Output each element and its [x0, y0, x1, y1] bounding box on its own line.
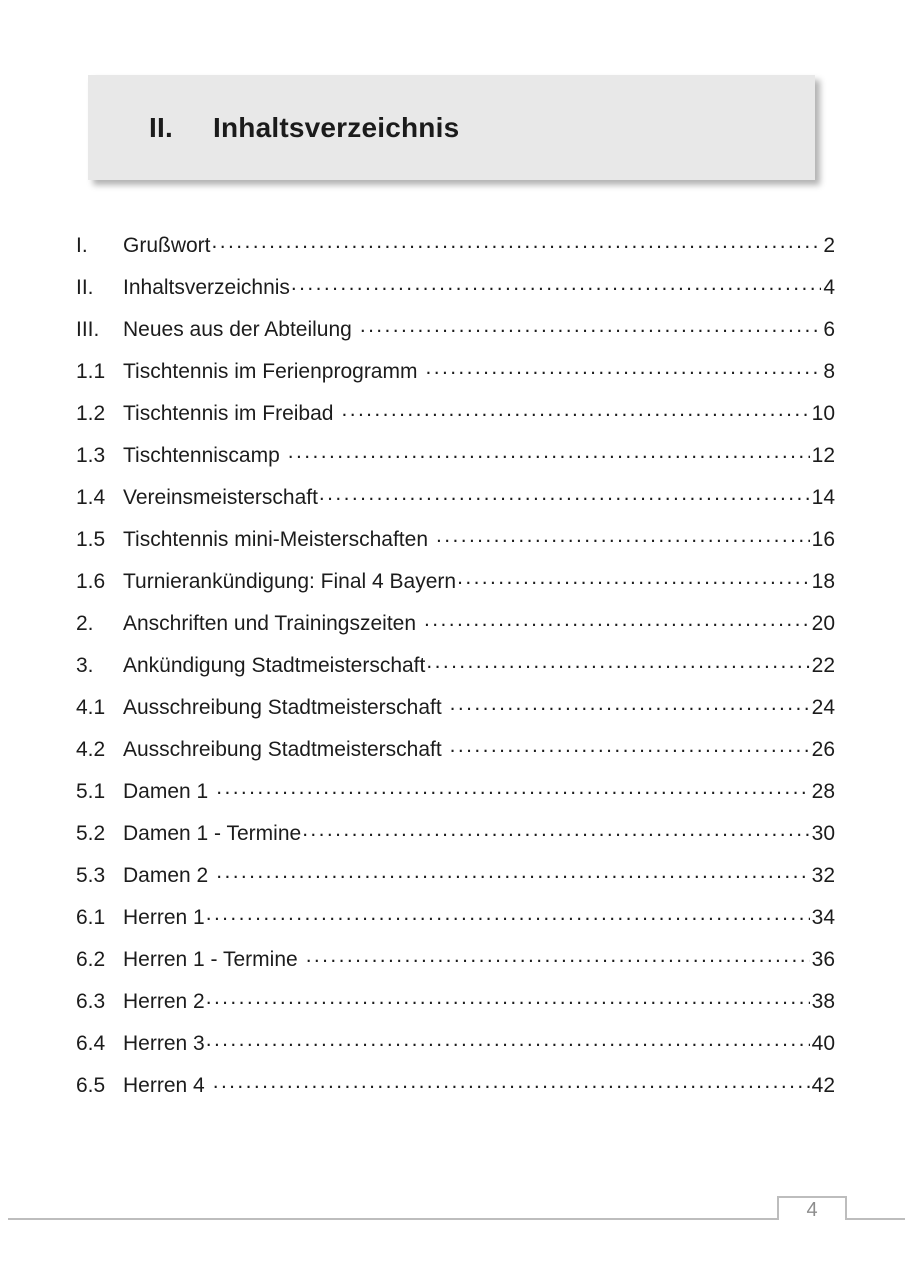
toc-dot-leader [457, 567, 810, 588]
toc-entry-page: 34 [811, 906, 835, 929]
toc-entry-label: Herren 1 - Termine [123, 948, 298, 971]
footer-rule-right [847, 1218, 905, 1220]
toc-entry[interactable] [76, 903, 835, 945]
toc-entry[interactable] [76, 357, 835, 399]
toc-entry-label: Herren 3 [123, 1032, 205, 1055]
toc-entry[interactable] [76, 273, 835, 315]
toc-entry-label: Neues aus der Abteilung [123, 318, 352, 341]
toc-dot-leader [360, 315, 821, 336]
toc-entry-page: 22 [811, 654, 835, 677]
toc-entry-page: 4 [823, 276, 835, 299]
toc-entry-label: Ankündigung Stadtmeisterschaft [123, 654, 426, 677]
toc-entry-page: 16 [811, 528, 835, 551]
toc-entry-label: Grußwort [123, 234, 211, 257]
toc-entry[interactable] [76, 735, 835, 777]
toc-entry-page: 24 [811, 696, 835, 719]
toc-entry-label: Herren 1 [123, 906, 205, 929]
toc-entry[interactable] [76, 1029, 835, 1071]
toc-entry-number: 6.3 [76, 990, 106, 1013]
toc-entry-number: 6.5 [76, 1074, 106, 1097]
toc-entry-number: 5.2 [76, 822, 106, 845]
toc-entry-page: 36 [811, 948, 835, 971]
section-number: II. [149, 111, 173, 143]
toc-entry-number: 1.2 [76, 402, 106, 425]
toc-dot-leader [213, 1071, 810, 1092]
toc-entry-page: 26 [811, 738, 835, 761]
toc-entry[interactable] [76, 483, 835, 525]
page-number: 4 [806, 1199, 818, 1221]
toc-entry[interactable] [76, 861, 835, 903]
toc-dot-leader [216, 861, 809, 882]
toc-dot-leader [291, 273, 821, 294]
toc-entry-number: 1.4 [76, 486, 106, 509]
toc-entry-label: Anschriften und Trainingszeiten [123, 612, 417, 635]
toc-entry-number: 4.2 [76, 738, 106, 761]
toc-entry-label: Damen 1 [123, 780, 209, 803]
toc-dot-leader [425, 357, 821, 378]
toc-entry-page: 38 [811, 990, 835, 1013]
toc-dot-leader [426, 651, 809, 672]
toc-entry-page: 8 [823, 360, 835, 383]
toc-dot-leader [288, 441, 810, 462]
toc-entry[interactable] [76, 987, 835, 1029]
toc-dot-leader [450, 693, 810, 714]
toc-entry[interactable] [76, 399, 835, 441]
toc-entry[interactable] [76, 231, 835, 273]
page-number-box [777, 1196, 847, 1220]
toc-entry-label: Tischtennis im Freibad [123, 402, 334, 425]
toc-entry-label: Herren 4 [123, 1074, 205, 1097]
toc-entry-page: 42 [811, 1074, 835, 1097]
toc-entry[interactable] [76, 651, 835, 693]
toc-dot-leader [212, 231, 822, 252]
toc-entry[interactable] [76, 441, 835, 483]
toc-dot-leader [319, 483, 810, 504]
toc-entry-number: II. [76, 276, 94, 299]
toc-dot-leader [424, 609, 810, 630]
toc-entry-number: 1.1 [76, 360, 106, 383]
toc-entry-number: 1.6 [76, 570, 106, 593]
toc-dot-leader [306, 945, 810, 966]
toc-dot-leader [206, 903, 810, 924]
toc-entry-label: Tischtenniscamp [123, 444, 280, 467]
toc-dot-leader [436, 525, 810, 546]
toc-entry-page: 20 [811, 612, 835, 635]
toc-entry-page: 10 [811, 402, 835, 425]
toc-entry-number: 2. [76, 612, 94, 635]
section-header-banner [88, 75, 815, 180]
toc-dot-leader [302, 819, 809, 840]
toc-entry-label: Ausschreibung Stadtmeisterschaft [123, 696, 442, 719]
toc-entry[interactable] [76, 567, 835, 609]
toc-entry-label: Turnierankündigung: Final 4 Bayern [123, 570, 457, 593]
toc-entry[interactable] [76, 777, 835, 819]
toc-entry[interactable] [76, 693, 835, 735]
toc-entry-label: Tischtennis mini-Meisterschaften [123, 528, 428, 551]
toc-entry-label: Vereinsmeisterschaft [123, 486, 318, 509]
toc-entry-page: 32 [811, 864, 835, 887]
toc-entry-label: Herren 2 [123, 990, 205, 1013]
toc-entry-label: Inhaltsverzeichnis [123, 276, 290, 299]
toc-entry[interactable] [76, 945, 835, 987]
toc-entry-number: 5.1 [76, 780, 106, 803]
table-of-contents [76, 231, 835, 1113]
toc-entry-number: 1.3 [76, 444, 106, 467]
toc-dot-leader [450, 735, 810, 756]
toc-entry-number: 3. [76, 654, 94, 677]
toc-entry-number: I. [76, 234, 88, 257]
toc-entry[interactable] [76, 819, 835, 861]
toc-dot-leader [206, 1029, 810, 1050]
toc-entry[interactable] [76, 609, 835, 651]
toc-entry-number: 5.3 [76, 864, 106, 887]
toc-entry-page: 40 [811, 1032, 835, 1055]
toc-entry-number: 6.1 [76, 906, 106, 929]
toc-entry-page: 28 [811, 780, 835, 803]
toc-entry-label: Ausschreibung Stadtmeisterschaft [123, 738, 442, 761]
toc-entry-number: 6.4 [76, 1032, 106, 1055]
toc-entry[interactable] [76, 315, 835, 357]
toc-entry-label: Tischtennis im Ferienprogramm [123, 360, 418, 383]
toc-entry-number: III. [76, 318, 100, 341]
toc-entry[interactable] [76, 1071, 835, 1113]
toc-dot-leader [206, 987, 810, 1008]
page-title: Inhaltsverzeichnis [213, 111, 460, 143]
toc-entry-number: 4.1 [76, 696, 106, 719]
toc-entry-label: Damen 2 [123, 864, 209, 887]
toc-entry-page: 30 [811, 822, 835, 845]
toc-entry-page: 2 [823, 234, 835, 257]
toc-entry-page: 6 [823, 318, 835, 341]
toc-dot-leader [341, 399, 809, 420]
toc-entry-page: 18 [811, 570, 835, 593]
toc-entry-number: 1.5 [76, 528, 106, 551]
toc-entry-number: 6.2 [76, 948, 106, 971]
toc-dot-leader [216, 777, 809, 798]
toc-entry-label: Damen 1 - Termine [123, 822, 302, 845]
footer-rule-left [8, 1218, 778, 1220]
toc-entry[interactable] [76, 525, 835, 567]
toc-entry-page: 12 [811, 444, 835, 467]
toc-entry-page: 14 [811, 486, 835, 509]
